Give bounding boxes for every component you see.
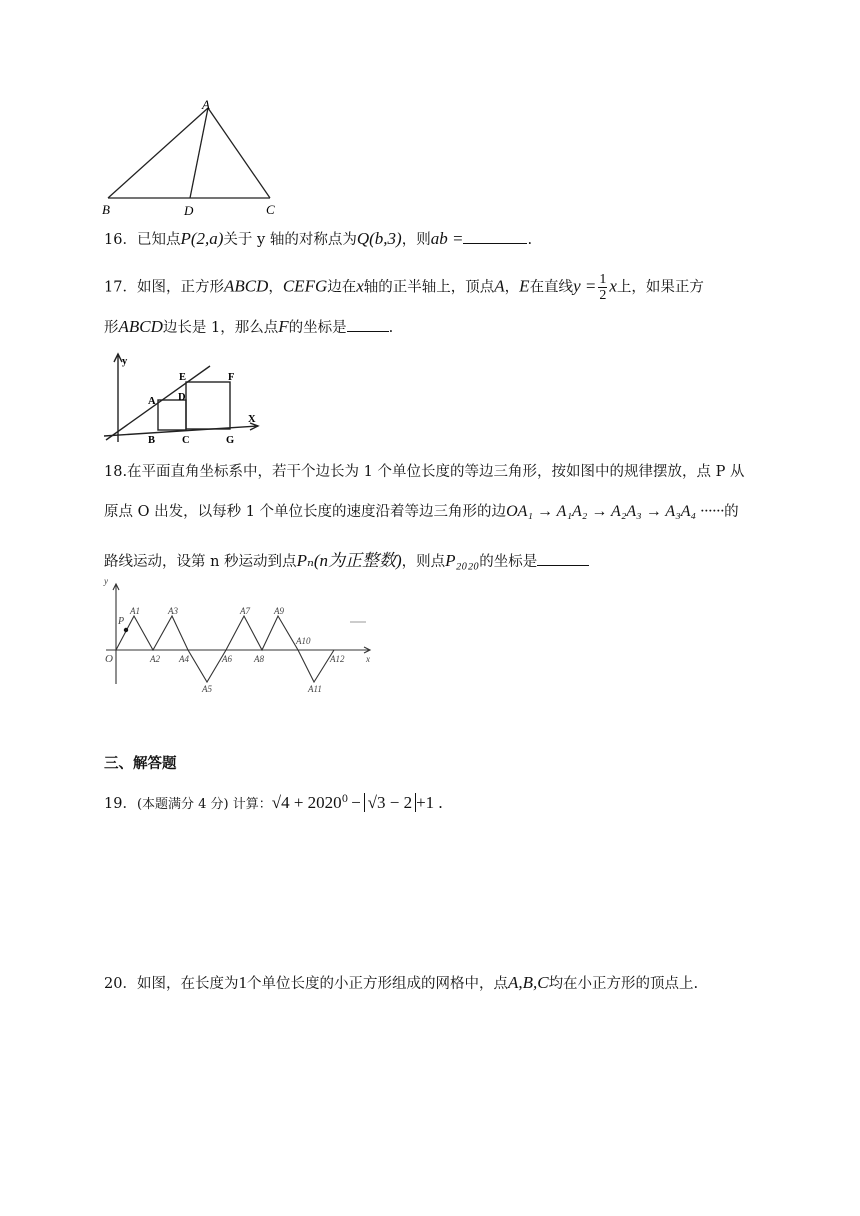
q20-one: 1 bbox=[238, 973, 247, 992]
label-B: B bbox=[102, 202, 110, 217]
label-A7: A7 bbox=[240, 606, 250, 616]
edge-ac bbox=[208, 108, 270, 198]
points-abc: A,B,C bbox=[507, 973, 549, 992]
q19-expr-c: +1 . bbox=[416, 793, 443, 812]
question-18: 18.在平面直角坐标系中，若干个边长为 1 个单位长度的等边三角形，按如图中的规律摆放，点 P 从 bbox=[104, 464, 745, 480]
q17-sep2: ， bbox=[504, 279, 520, 296]
question-20 bbox=[104, 972, 698, 993]
q19-expr-a: √4 + 2020 bbox=[271, 793, 342, 812]
square-cefg-shape bbox=[186, 382, 230, 429]
q19-expr-b: − bbox=[351, 793, 361, 812]
line-eq: y = bbox=[573, 276, 597, 296]
q20-text-b: 个单位长度的小正方形组成的网格中，点 bbox=[246, 976, 508, 992]
question-16 bbox=[104, 228, 532, 249]
q17-number: 17． bbox=[104, 279, 137, 296]
answer-blank-18[interactable] bbox=[537, 565, 589, 566]
q17-line2-c: 的坐标是 bbox=[288, 320, 347, 336]
label-C: C bbox=[182, 435, 190, 446]
label-G: G bbox=[226, 435, 235, 446]
question-17 bbox=[104, 272, 704, 303]
q18-line3-a: 路线运动，设第 n 秒运动到点 bbox=[104, 554, 297, 570]
q20-number: 20． bbox=[104, 976, 137, 992]
q18-line3-c: 的坐标是 bbox=[479, 554, 538, 570]
fraction-half bbox=[598, 272, 607, 303]
point-e: E bbox=[519, 276, 530, 296]
label-y: y bbox=[104, 576, 108, 586]
q16-text: 已知点 bbox=[136, 232, 181, 248]
square-abcd-2: ABCD bbox=[118, 317, 163, 336]
q19-text: (本题满分 4 分) 计算： bbox=[136, 797, 272, 812]
square-abcd: ABCD bbox=[223, 276, 269, 296]
square-abcd-shape bbox=[158, 400, 186, 430]
squares-figure bbox=[98, 350, 270, 446]
label-x: X bbox=[248, 414, 256, 425]
label-D: D bbox=[178, 392, 186, 403]
point-p-dot bbox=[124, 628, 128, 632]
point-p2020: P₂₀₂₀ bbox=[445, 551, 480, 570]
label-x: x bbox=[366, 654, 370, 664]
label-A5: A5 bbox=[202, 684, 212, 694]
question-18-line2 bbox=[104, 500, 739, 521]
label-O: O bbox=[105, 653, 113, 665]
q16-text-b: 关于 y 轴的对称点为 bbox=[223, 232, 357, 248]
q18-line3-b: ，则点 bbox=[401, 554, 446, 570]
label-A: A bbox=[148, 396, 156, 407]
label-A12: A12 bbox=[330, 654, 345, 664]
label-A: A bbox=[202, 98, 210, 112]
q17-line2-b: 边长是 1，那么点 bbox=[162, 320, 279, 336]
label-A4: A4 bbox=[179, 654, 189, 664]
label-A3: A3 bbox=[168, 606, 178, 616]
question-19 bbox=[104, 792, 443, 813]
q18-path: OA₁ → A₁A₂ → A₂A₃ → A₃A₄ ······ bbox=[506, 503, 725, 520]
abs-content: √3 − 2 bbox=[367, 793, 413, 812]
q17-text-e: 上，如果正方 bbox=[616, 279, 704, 296]
q17-text-d: 在直线 bbox=[529, 279, 574, 296]
point-p: P(2,a) bbox=[180, 229, 224, 248]
label-A2: A2 bbox=[150, 654, 160, 664]
label-B: B bbox=[148, 435, 156, 446]
zigzag-figure bbox=[98, 572, 388, 694]
q20-text-c: 均在小正方形的顶点上. bbox=[548, 976, 699, 992]
frac-num: 1 bbox=[599, 272, 607, 287]
q18-line2-b: 的 bbox=[724, 504, 739, 520]
square-cefg: CEFG bbox=[282, 276, 328, 296]
q17-line2-a: 形 bbox=[104, 320, 119, 336]
q17-text-c: 轴的正半轴上，顶点 bbox=[363, 279, 495, 296]
q16-number: 16． bbox=[104, 232, 137, 248]
q19-exponent: 0 bbox=[341, 794, 349, 806]
q17-sep: ， bbox=[268, 279, 283, 296]
label-A8: A8 bbox=[254, 654, 264, 664]
label-A6: A6 bbox=[222, 654, 232, 664]
label-E: E bbox=[179, 372, 187, 383]
label-D: D bbox=[184, 203, 194, 218]
point-a: A bbox=[494, 276, 505, 296]
question-17-line2 bbox=[104, 316, 393, 337]
frac-den: 2 bbox=[599, 288, 607, 303]
question-18-line3 bbox=[104, 546, 589, 571]
label-y: y bbox=[122, 356, 128, 367]
label-C: C bbox=[266, 202, 275, 217]
point-q: Q(b,3) bbox=[356, 229, 402, 248]
label-P: P bbox=[118, 616, 125, 627]
label-A11: A11 bbox=[308, 684, 322, 694]
q20-text-a: 如图，在长度为 bbox=[136, 976, 239, 992]
section-title: 三、解答题 bbox=[104, 755, 177, 772]
q16-expr: ab = bbox=[430, 229, 464, 248]
triangle-figure bbox=[98, 98, 288, 220]
answer-blank-16[interactable] bbox=[463, 243, 527, 244]
q17-text-b: 边在 bbox=[327, 279, 357, 296]
zigzag-path bbox=[116, 616, 334, 682]
q17-end: . bbox=[388, 320, 394, 336]
point-f: F bbox=[278, 317, 289, 336]
q18-line2-a: 原点 O 出发，以每秒 1 个单位长度的速度沿着等边三角形的边 bbox=[104, 504, 507, 520]
label-A9: A9 bbox=[274, 606, 284, 616]
x-axis bbox=[104, 426, 258, 436]
q16-end: . bbox=[527, 232, 533, 248]
var-x: x bbox=[356, 276, 364, 296]
q18-cond: (n为正整数) bbox=[313, 551, 402, 570]
point-pn: Pₙ bbox=[296, 551, 314, 570]
q16-text-c: ，则 bbox=[401, 232, 431, 248]
label-A1: A1 bbox=[130, 606, 140, 616]
label-F: F bbox=[228, 372, 235, 383]
q17-text: 如图，正方形 bbox=[136, 279, 224, 296]
abs-value bbox=[364, 793, 416, 812]
answer-blank-17[interactable] bbox=[347, 331, 389, 332]
label-A10: A10 bbox=[296, 636, 311, 646]
q19-number: 19． bbox=[104, 796, 137, 812]
line-eq-x: x bbox=[609, 276, 617, 296]
